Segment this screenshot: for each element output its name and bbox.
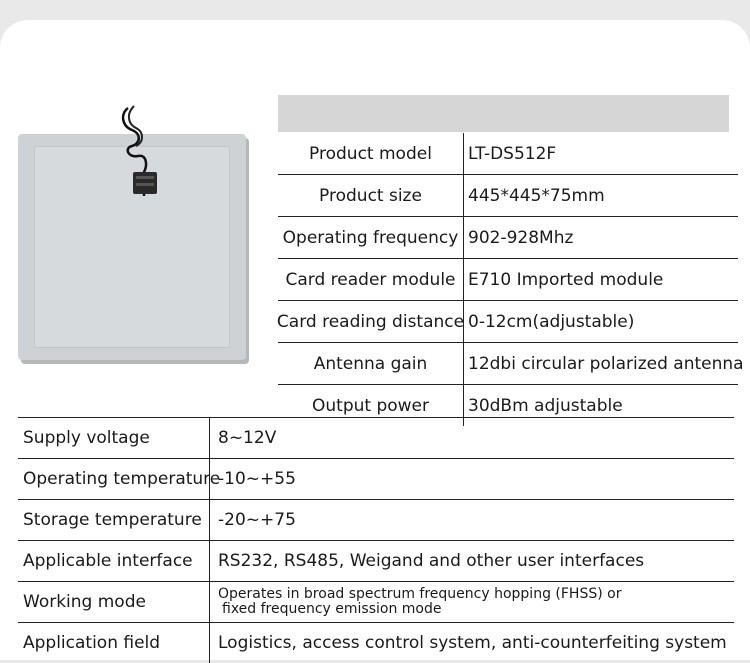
row-value-line2: fixed frequency emission mode: [222, 601, 442, 617]
row-value: 30dBm adjustable: [468, 395, 623, 416]
row-value: 445*445*75mm: [468, 185, 605, 206]
row-value: -20~+75: [218, 510, 296, 530]
row-value-line1: Operates in broad spectrum frequency hopping (FHSS) or: [218, 586, 622, 602]
antenna-product-image: [0, 20, 260, 380]
row-label: Working mode: [18, 582, 210, 622]
row-value: 902-928Mhz: [468, 227, 574, 248]
table-row: [18, 582, 734, 623]
row-label: Operating frequency: [278, 217, 464, 258]
row-label: Applicable interface: [18, 541, 210, 581]
row-value: [218, 582, 734, 622]
row-value: 8~12V: [218, 428, 277, 448]
table-row: [278, 343, 744, 385]
product-spec-table: [276, 133, 744, 426]
row-value: E710 Imported module: [468, 269, 664, 290]
row-label: Output power: [278, 385, 464, 426]
table-row: [278, 175, 738, 217]
row-label: Product model: [278, 133, 464, 174]
antenna-cable-icon: [118, 104, 178, 204]
row-label: Application field: [18, 623, 210, 663]
row-label: Card reading distance: [278, 301, 464, 342]
table-row: [18, 459, 734, 500]
row-value: RS232, RS485, Weigand and other user interfaces: [218, 551, 645, 571]
table-row: [18, 500, 734, 541]
row-value: -10~+55: [218, 469, 296, 489]
table-row: [18, 623, 734, 663]
table-header-bar: [278, 95, 729, 132]
table-row: [278, 301, 738, 343]
row-value: Logistics, access control system, anti-counterfeiting system: [218, 633, 727, 653]
row-label: Product size: [278, 175, 464, 216]
table-row: [278, 133, 738, 175]
table-row: [278, 259, 738, 301]
row-label: Operating temperature: [18, 459, 210, 499]
row-value: LT-DS512F: [468, 143, 557, 164]
electrical-spec-table: [18, 417, 734, 663]
spec-sheet-card: [0, 20, 750, 660]
row-label: Card reader module: [278, 259, 464, 300]
row-value: 0-12cm(adjustable): [468, 311, 635, 332]
row-label: Antenna gain: [278, 343, 464, 384]
row-label: Storage temperature: [18, 500, 210, 540]
row-label: Supply voltage: [18, 418, 210, 458]
table-row: [18, 541, 734, 582]
row-value: 12dbi circular polarized antenna: [468, 353, 744, 374]
table-row: [278, 217, 738, 259]
table-row: [18, 418, 734, 459]
